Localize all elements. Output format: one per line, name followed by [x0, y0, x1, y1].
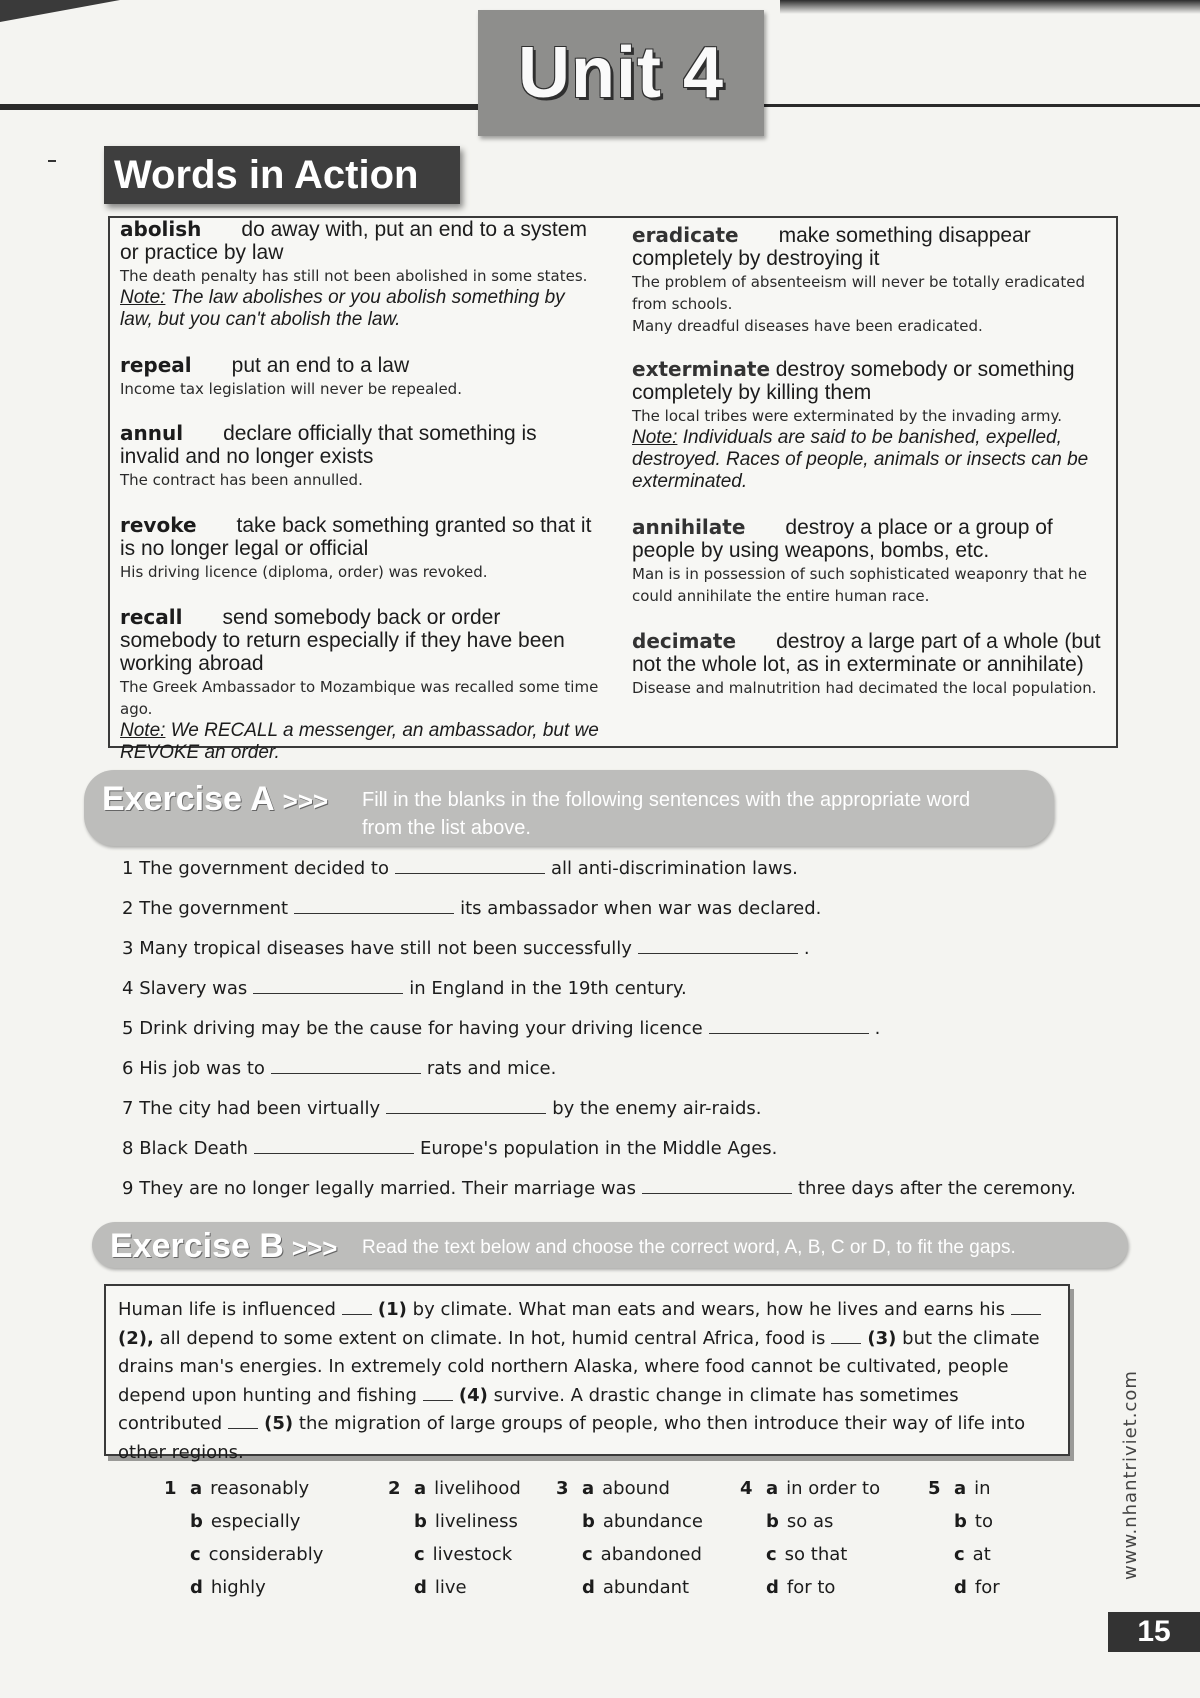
option-letter: b — [954, 1511, 967, 1532]
gap-number: (1) — [377, 1299, 407, 1320]
choice-number: 1 — [164, 1478, 177, 1499]
note-text: We RECALL a messenger, an ambassador, but we REVOKE an order. — [120, 720, 599, 763]
exercise-a-question-2 — [122, 897, 821, 921]
passage-text: survive. A drastic change in climate has sometimes contributed — [118, 1384, 959, 1434]
question-text: Slavery was — [139, 978, 248, 999]
vocab-entry-exterminate — [632, 358, 1112, 493]
gap-number: (3) — [867, 1327, 897, 1349]
option-letter: d — [582, 1577, 595, 1598]
vocab-entry-decimate — [632, 630, 1112, 699]
definition: destroy somebody or something completely by killing them — [632, 358, 1075, 404]
headword: annihilate — [632, 515, 746, 539]
question-text: . — [874, 1018, 881, 1039]
question-text: The government decided to — [139, 858, 389, 879]
exercise-b-title: Exercise B — [110, 1227, 284, 1265]
gap-blank[interactable] — [228, 1414, 258, 1429]
option-text: so as — [786, 1511, 834, 1532]
definition: destroy a large part of a whole (but not the whole lot, as in exterminate or annihilate) — [632, 630, 1101, 676]
note-text: The law abolishes or you abolish something by law, but you can't abolish the law. — [120, 287, 565, 330]
question-number: 7 — [122, 1098, 134, 1119]
gap-blank[interactable] — [342, 1300, 372, 1315]
choice-option[interactable] — [954, 1478, 991, 1499]
definition: destroy a place or a group of people by using weapons, bombs, etc. — [632, 516, 1053, 562]
answer-blank[interactable] — [642, 1179, 792, 1194]
example: Disease and malnutrition had decimated the local population. — [632, 679, 1097, 697]
option-letter: d — [766, 1577, 779, 1598]
instruction-line-1: Fill in the blanks in the following sentences with the appropriate word — [362, 789, 971, 811]
question-text: Many tropical diseases have still not been successfully — [139, 938, 632, 959]
passage-text: by climate. What man eats and wears, how he lives and earns his — [412, 1299, 1006, 1320]
exercise-b-label — [110, 1227, 337, 1266]
question-number: 6 — [122, 1058, 134, 1079]
choice-option[interactable] — [954, 1577, 1000, 1598]
choice-option[interactable] — [190, 1511, 300, 1532]
example: The local tribes were exterminated by the invading army. — [632, 407, 1062, 425]
gap-blank[interactable] — [1011, 1300, 1041, 1315]
header-rule-right — [762, 104, 1200, 107]
exercise-a-question-5 — [122, 1017, 880, 1041]
option-text: abundance — [602, 1511, 703, 1532]
arrows-icon: >>> — [282, 786, 329, 816]
choice-option[interactable] — [190, 1478, 309, 1499]
option-letter: d — [190, 1577, 203, 1598]
exercise-a-question-6 — [122, 1057, 556, 1081]
page-corner-shadow — [0, 0, 120, 22]
choice-option[interactable] — [414, 1511, 518, 1532]
example: Many dreadful diseases have been eradicated. — [632, 317, 983, 335]
arrows-icon: >>> — [291, 1233, 338, 1263]
answer-blank[interactable] — [386, 1099, 546, 1114]
question-text: three days after the ceremony. — [798, 1178, 1076, 1199]
choice-option[interactable] — [414, 1577, 467, 1598]
question-text: all anti-discrimination laws. — [550, 858, 798, 879]
passage-text: all depend to some extent on climate. In hot, humid central Africa, food is — [159, 1327, 826, 1349]
choice-option[interactable] — [190, 1577, 266, 1598]
option-text: in order to — [786, 1478, 881, 1499]
option-text: liveliness — [434, 1511, 518, 1532]
passage-text: but the climate drains man's energies. In extremely cold northern Alaska, where food cannot be cultivated, people depend upon hunting and fishing — [118, 1327, 1040, 1406]
example: The problem of absenteeism will never be totally eradicated from schools. — [632, 273, 1085, 313]
option-letter: a — [954, 1478, 967, 1499]
choice-option[interactable] — [414, 1544, 512, 1565]
usage-note — [632, 427, 1112, 493]
exercise-a-question-1 — [122, 857, 798, 881]
option-letter: d — [414, 1577, 427, 1598]
option-letter: b — [414, 1511, 427, 1532]
choice-option[interactable] — [766, 1544, 847, 1565]
vocab-entry-annul — [120, 422, 600, 491]
question-number: 9 — [122, 1178, 134, 1199]
option-letter: b — [766, 1511, 779, 1532]
definition: send somebody back or order somebody to return especially if they have been working abroad — [120, 606, 565, 675]
question-number: 2 — [122, 898, 134, 919]
question-number: 5 — [122, 1018, 134, 1039]
choice-option[interactable] — [414, 1478, 521, 1499]
page-number: 15 — [1137, 1615, 1171, 1648]
section-title: Words in Action — [114, 152, 419, 197]
headword: exterminate — [632, 357, 771, 381]
option-text: livestock — [432, 1544, 513, 1565]
top-edge-shadow — [780, 0, 1200, 14]
choice-number: 4 — [740, 1478, 753, 1499]
gap-blank[interactable] — [831, 1329, 861, 1344]
question-text: Drink driving may be the cause for having your driving licence — [139, 1018, 703, 1039]
margin-dash — [48, 160, 56, 162]
choice-option[interactable] — [582, 1511, 703, 1532]
choice-number: 5 — [928, 1478, 941, 1499]
question-text: Europe's population in the Middle Ages. — [420, 1138, 778, 1159]
gap-number: (4) — [458, 1384, 488, 1406]
vocab-entry-abolish — [120, 218, 600, 331]
choice-option[interactable] — [766, 1511, 833, 1532]
option-letter: c — [190, 1544, 201, 1565]
header-rule-left — [0, 104, 480, 110]
question-text: The government — [139, 898, 289, 919]
option-text: for — [974, 1577, 1000, 1598]
option-text: for to — [786, 1577, 836, 1598]
question-text: . — [803, 938, 810, 959]
answer-blank[interactable] — [294, 899, 454, 914]
choice-number: 2 — [388, 1478, 401, 1499]
option-letter: d — [954, 1577, 967, 1598]
option-letter: b — [582, 1511, 595, 1532]
option-letter: c — [766, 1544, 777, 1565]
exercise-a-question-9 — [122, 1177, 1076, 1201]
option-letter: a — [766, 1478, 779, 1499]
question-text: They are no longer legally married. Their marriage was — [139, 1178, 636, 1199]
headword: annul — [120, 421, 184, 445]
answer-blank[interactable] — [254, 1139, 414, 1154]
exercise-a-label — [102, 780, 328, 819]
option-letter: c — [414, 1544, 425, 1565]
exercise-a-question-7 — [122, 1097, 761, 1121]
question-number: 4 — [122, 978, 134, 999]
headword: decimate — [632, 629, 737, 653]
answer-blank[interactable] — [709, 1019, 869, 1034]
answer-blank[interactable] — [638, 939, 798, 954]
choice-number: 3 — [556, 1478, 569, 1499]
passage-text: the migration of large groups of people, who then introduce their way of life into other regions. — [118, 1413, 1026, 1463]
option-letter: c — [954, 1544, 965, 1565]
definition: make something disappear completely by destroying it — [632, 224, 1031, 270]
exercise-a-instruction — [362, 786, 970, 842]
option-text: in — [974, 1478, 991, 1499]
vocab-entry-eradicate — [632, 224, 1112, 337]
page-number-badge — [1108, 1612, 1200, 1652]
question-text: in England in the 19th century. — [409, 978, 687, 999]
usage-note — [120, 287, 600, 331]
question-text: its ambassador when war was declared. — [460, 898, 822, 919]
instruction-line-2: from the list above. — [362, 817, 531, 839]
headword: recall — [120, 605, 183, 629]
note-text: Individuals are said to be banished, expelled, destroyed. Races of people, animals or insects can be exterminated. — [632, 427, 1089, 492]
gap-number: (5) — [264, 1413, 294, 1434]
passage-text: Human life is influenced — [118, 1299, 336, 1320]
option-text: reasonably — [210, 1478, 310, 1499]
choice-option[interactable] — [954, 1544, 991, 1565]
cloze-passage — [104, 1284, 1070, 1463]
question-number: 1 — [122, 858, 134, 879]
publisher-website: www.nhantriviet.com — [1120, 1370, 1141, 1580]
vocabulary-box — [108, 216, 1118, 763]
note-label: Note: — [120, 287, 166, 308]
exercise-a-title: Exercise A — [102, 780, 275, 818]
exercise-a-question-3 — [122, 937, 810, 961]
section-header — [104, 146, 460, 204]
option-text: to — [974, 1511, 993, 1532]
answer-blank[interactable] — [395, 859, 545, 874]
choice-option[interactable] — [766, 1478, 880, 1499]
choice-option[interactable] — [582, 1478, 670, 1499]
vocab-entry-revoke — [120, 514, 600, 583]
option-letter: a — [190, 1478, 203, 1499]
example: His driving licence (diploma, order) was revoked. — [120, 563, 488, 581]
headword: repeal — [120, 353, 192, 377]
definition: put an end to a law — [231, 354, 410, 377]
example: The death penalty has still not been abolished in some states. — [120, 267, 588, 285]
option-text: livelihood — [434, 1478, 521, 1499]
option-text: so that — [784, 1544, 848, 1565]
unit-header — [478, 10, 764, 136]
vocab-entry-repeal — [120, 354, 600, 400]
definition: declare officially that something is invalid and no longer exists — [120, 422, 537, 468]
choice-option[interactable] — [954, 1511, 993, 1532]
usage-note — [120, 720, 600, 764]
question-text: rats and mice. — [426, 1058, 557, 1079]
unit-title: Unit 4 — [517, 33, 724, 113]
vocab-entry-annihilate — [632, 516, 1112, 607]
option-text: at — [972, 1544, 991, 1565]
exercise-a-question-4 — [122, 977, 687, 1001]
answer-blank[interactable] — [253, 979, 403, 994]
option-text: abandoned — [600, 1544, 702, 1565]
choice-option[interactable] — [766, 1577, 835, 1598]
question-text: The city had been virtually — [139, 1098, 381, 1119]
example: The Greek Ambassador to Mozambique was recalled some time ago. — [120, 678, 599, 718]
option-letter: a — [414, 1478, 427, 1499]
question-text: His job was to — [139, 1058, 265, 1079]
option-text: abound — [602, 1478, 670, 1499]
exercise-a-question-8 — [122, 1137, 777, 1161]
definition: do away with, put an end to a system or practice by law — [120, 218, 587, 264]
choice-option[interactable] — [582, 1577, 689, 1598]
headword: eradicate — [632, 223, 739, 247]
exercise-b-instruction: Read the text below and choose the correct word, A, B, C or D, to fit the gaps. — [362, 1237, 1016, 1258]
choice-option[interactable] — [582, 1544, 702, 1565]
option-text: especially — [210, 1511, 301, 1532]
example: Man is in possession of such sophisticated weaponry that he could annihilate the entire human race. — [632, 565, 1088, 605]
question-number: 8 — [122, 1138, 134, 1159]
option-text: abundant — [602, 1577, 690, 1598]
question-text: Black Death — [139, 1138, 249, 1159]
headword: revoke — [120, 513, 197, 537]
note-label: Note: — [632, 427, 678, 448]
headword: abolish — [120, 217, 202, 241]
option-text: considerably — [208, 1544, 324, 1565]
question-text: by the enemy air-raids. — [552, 1098, 762, 1119]
option-text: highly — [210, 1577, 266, 1598]
answer-blank[interactable] — [271, 1059, 421, 1074]
option-letter: b — [190, 1511, 203, 1532]
option-letter: a — [582, 1478, 595, 1499]
vocab-entry-recall — [120, 606, 600, 764]
question-number: 3 — [122, 938, 134, 959]
note-label: Note: — [120, 720, 166, 741]
gap-number: (2), — [118, 1327, 154, 1349]
option-text: live — [434, 1577, 467, 1598]
example: Income tax legislation will never be repealed. — [120, 380, 462, 398]
definition: take back something granted so that it is no longer legal or official — [120, 514, 592, 560]
option-letter: c — [582, 1544, 593, 1565]
choice-option[interactable] — [190, 1544, 323, 1565]
gap-blank[interactable] — [423, 1386, 453, 1401]
example: The contract has been annulled. — [120, 471, 363, 489]
